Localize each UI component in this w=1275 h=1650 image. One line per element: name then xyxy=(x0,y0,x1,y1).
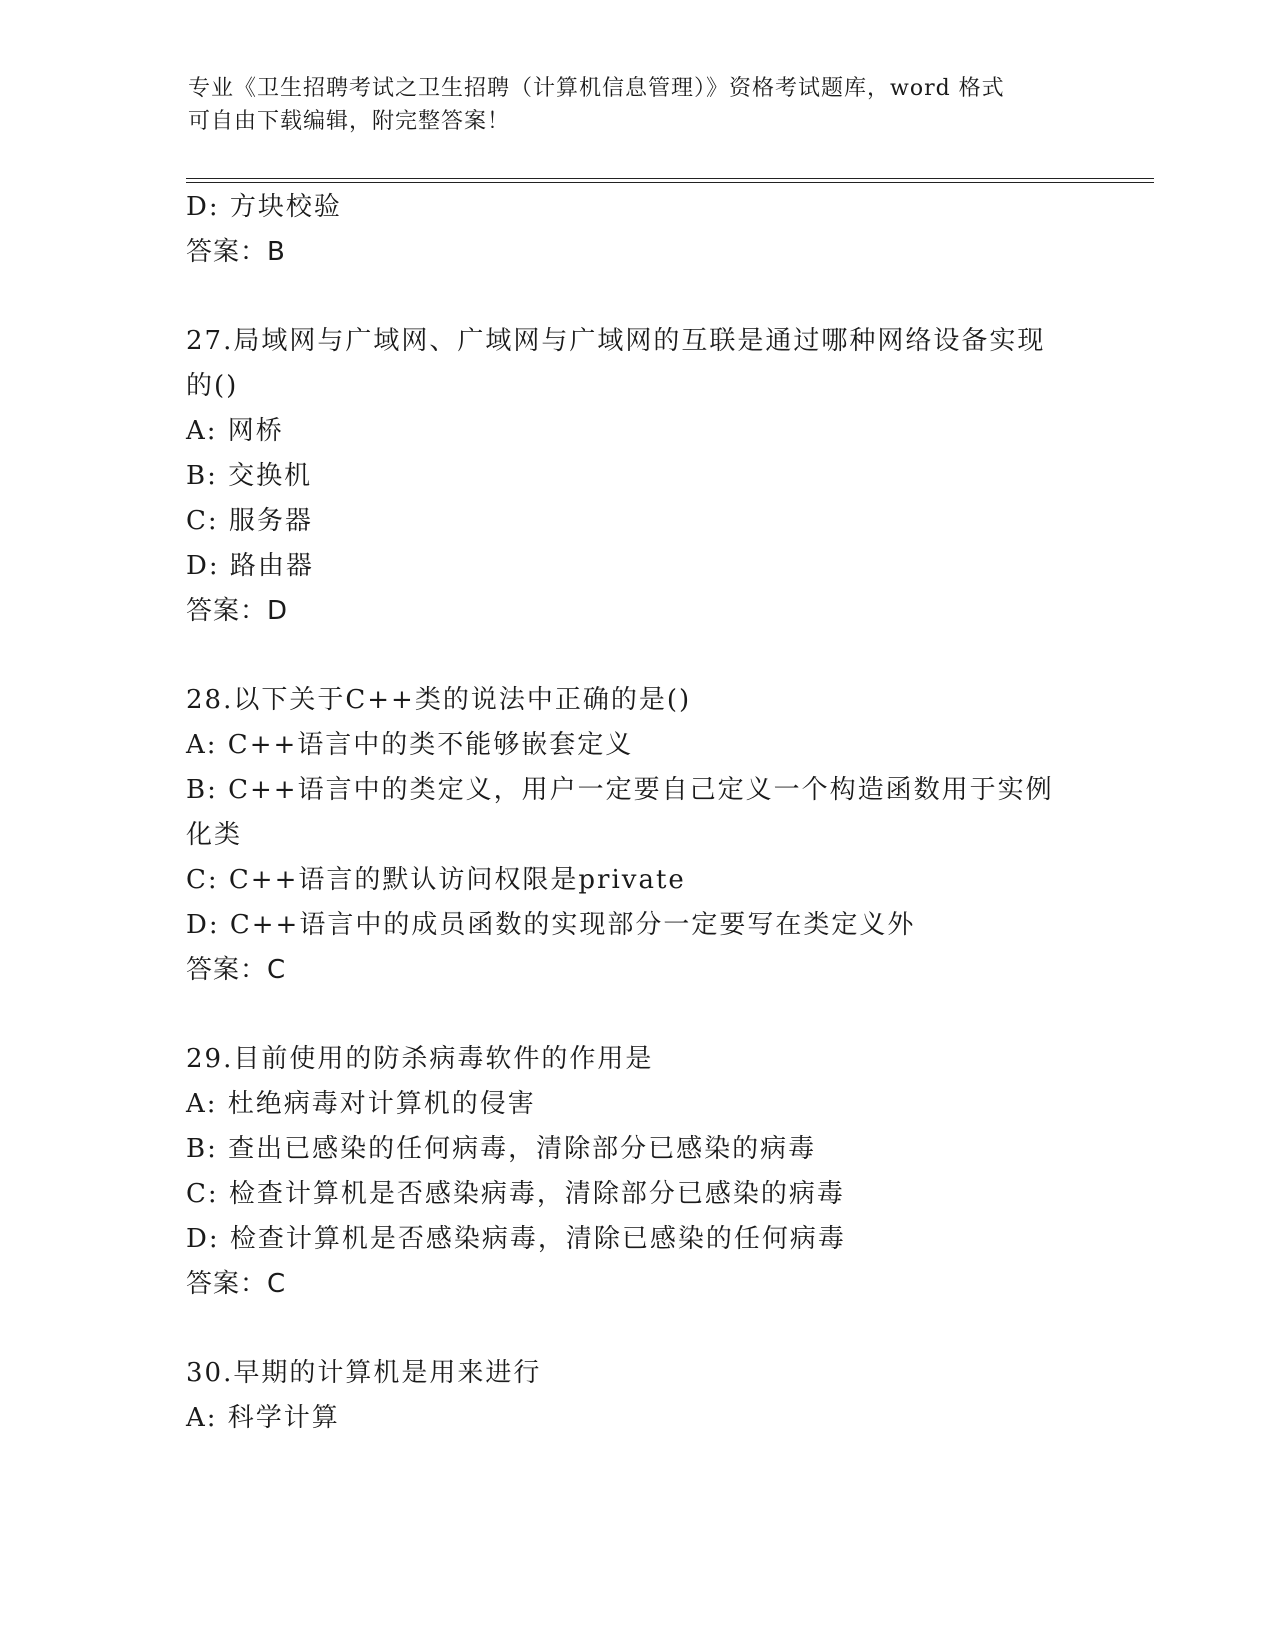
question-list xyxy=(186,185,1086,1441)
spacer xyxy=(186,1307,1086,1351)
spacer xyxy=(186,993,1086,1037)
question-26 xyxy=(186,185,1086,275)
header-title-line1: 专业《卫生招聘考试之卫生招聘（计算机信息管理）》资格考试题库，word 格式 xyxy=(188,76,1005,101)
question-stem: 27.局域网与广域网、广域网与广域网的互联是通过哪种网络设备实现 xyxy=(186,326,1046,356)
option-b: B: 交换机 xyxy=(186,461,313,491)
question-29 xyxy=(186,1037,1086,1307)
option-c: C: C++语言的默认访问权限是private xyxy=(186,865,686,895)
header-title-line2: 可自由下载编辑，附完整答案！ xyxy=(188,109,511,134)
page-header xyxy=(188,72,1068,138)
option-a: A: 杜绝病毒对计算机的侵害 xyxy=(186,1089,536,1119)
option-d: D: 路由器 xyxy=(186,551,314,581)
option-a: A: 科学计算 xyxy=(186,1403,340,1433)
spacer xyxy=(186,275,1086,319)
question-stem: 30.早期的计算机是用来进行 xyxy=(186,1358,542,1388)
option-c: C: 服务器 xyxy=(186,506,313,536)
header-divider xyxy=(186,178,1154,183)
answer: 答案：C xyxy=(186,1269,287,1299)
option-d: D: 检查计算机是否感染病毒，清除已感染的任何病毒 xyxy=(186,1224,846,1254)
option-d: D: 方块校验 xyxy=(186,192,342,222)
option-c: C: 检查计算机是否感染病毒，清除部分已感染的病毒 xyxy=(186,1179,845,1209)
question-stem: 28.以下关于C++类的说法中正确的是() xyxy=(186,685,692,715)
question-27 xyxy=(186,319,1086,634)
option-d: D: C++语言中的成员函数的实现部分一定要写在类定义外 xyxy=(186,910,916,940)
answer: 答案：D xyxy=(186,596,289,626)
option-a: A: 网桥 xyxy=(186,416,284,446)
question-stem: 29.目前使用的防杀病毒软件的作用是 xyxy=(186,1044,654,1074)
spacer xyxy=(186,634,1086,678)
option-b: B: 查出已感染的任何病毒，清除部分已感染的病毒 xyxy=(186,1134,817,1164)
option-b: B: C++语言中的类定义，用户一定要自己定义一个构造函数用于实例 xyxy=(186,775,1054,805)
question-28 xyxy=(186,678,1086,993)
option-a: A: C++语言中的类不能够嵌套定义 xyxy=(186,730,634,760)
answer: 答案：C xyxy=(186,955,287,985)
option-b-continued: 化类 xyxy=(186,820,243,850)
answer: 答案：B xyxy=(186,237,286,267)
question-stem-continued: 的() xyxy=(186,371,239,401)
question-30 xyxy=(186,1351,1086,1441)
